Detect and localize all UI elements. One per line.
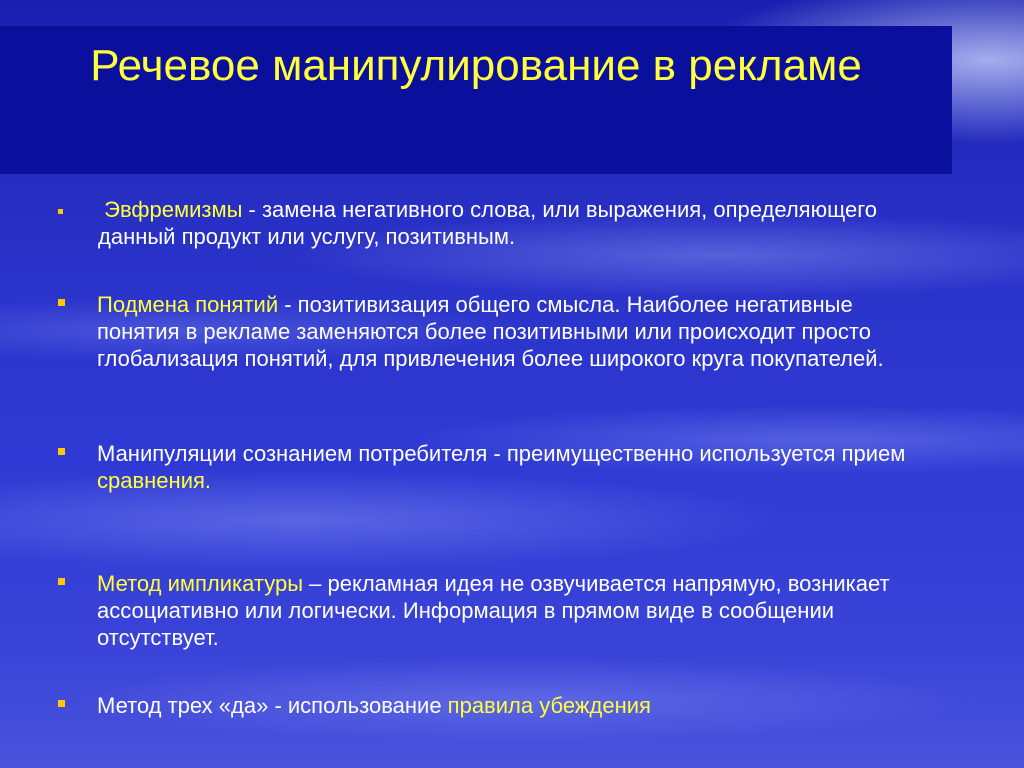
item-term: правила убеждения [447,693,651,718]
bullet-icon [58,299,65,306]
item-description: - замена негативного слова, или выражения, определяющего данный продукт или услугу, позитивным. [98,197,877,249]
bullet-icon [58,578,65,585]
slide-title: Речевое манипулирование в рекламе [90,41,862,90]
item-term: Эвфремизмы [104,197,243,222]
item-text [97,692,937,719]
item-description: – рекламная идея не озвучивается напрямую, возникает ассоциативно или логически. Информация в прямом виде в сообщении отсутствует. [97,571,890,650]
item-description: Манипуляции сознанием потребителя - преимущественно используется прием [97,441,906,466]
title-box [0,26,952,174]
item-text [97,440,937,494]
item-text [97,291,937,372]
bullet-icon [58,448,65,455]
item-description: - позитивизация общего смысла. Наиболее негативные понятия в рекламе заменяются более позитивными или происходит просто глобализация понятий, для привлечения более широкого круга покупателей. [97,292,884,371]
bullet-icon [58,700,65,707]
item-term: сравнения. [97,468,212,493]
item-text [97,570,937,651]
item-description: Метод трех «да» - использование [97,693,448,718]
bullet-icon [58,209,63,214]
item-term: Метод импликатуры [97,571,304,596]
item-term: Подмена понятий [97,292,279,317]
item-text [98,196,938,250]
